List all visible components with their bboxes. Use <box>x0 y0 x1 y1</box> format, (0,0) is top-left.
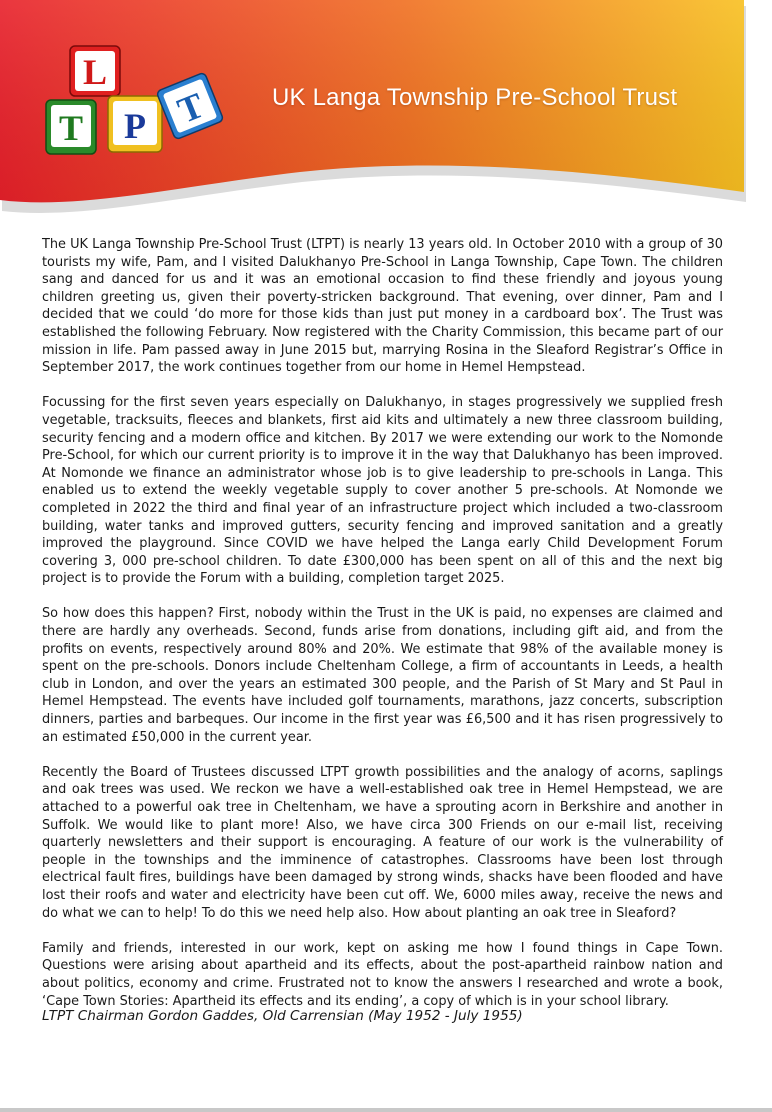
article-body <box>42 236 723 1028</box>
signature: LTPT Chairman Gordon Gaddes, Old Carrensian (May 1952 - July 1955) <box>42 1008 523 1024</box>
logo-letter-p: P <box>124 106 146 146</box>
paragraph: Recently the Board of Trustees discussed LTPT growth possibilities and the analogy of acorns, saplings and oak trees was used. We reckon we have a well-established oak tree in Hemel Hempstead, we are attached to a powerful oak tree in Cheltenham, we have a sprouting acorn in Berkshire and another in Suffolk. We would like to plant more! Also, we have circa 300 Friends on our e-mail list, receiving quarterly newsletters and their support is encouraging. A feature of our work is the vulnerability of people in the townships and the imminence of catastrophes. Classrooms have been lost through electrical fault fires, buildings have been damaged by strong winds, shacks have been flooded and have lost their roofs and water and electricity have been cut off. We, 6000 miles away, receive the news and do what we can to help! To do this we need help also. How about planting an oak tree in Sleaford? <box>42 764 723 921</box>
footer-divider <box>0 1108 772 1112</box>
logo-cube-l <box>70 46 120 96</box>
paragraph: So how does this happen? First, nobody within the Trust in the UK is paid, no expenses are claimed and there are hardly any overheads. Second, funds arise from donations, including gift aid, and from the profits on events, respectively around 80% and 20%. We estimate that 98% of the available money is spent on the pre-schools. Donors include Cheltenham College, a firm of accountants in Leeds, a health club in London, and over the years an estimated 300 people, and the Parish of St Mary and St Paul in Hemel Hempstead. The events have included golf tournaments, marathons, jazz concerts, subscription dinners, parties and barbeques. Our income in the first year was £6,500 and it has risen progressively to an estimated £50,000 in the current year. <box>42 606 723 745</box>
logo-cube-p <box>108 96 162 152</box>
paragraph: The UK Langa Township Pre-School Trust (LTPT) is nearly 13 years old. In October 2010 with a group of 30 tourists my wife, Pam, and I visited Dalukhanyo Pre-School in Langa Township, Cape Town. The children sang and danced for us and it was an emotional occasion to find these friendly and joyous young children greeting us, given their poverty-stricken background. That evening, over dinner, Pam and I decided that we could ‘do more for those kids than just put money in a cardboard box’. The Trust was established the following February. Now registered with the Charity Commission, this became part of our mission in life. Pam passed away in June 2015 but, marrying Rosina in the Sleaford Registrar’s Office in September 2017, the work continues together from our home in Hemel Hempstead. <box>42 237 723 376</box>
logo-letter-t1: T <box>58 108 84 148</box>
logo-cube-t1 <box>46 100 96 154</box>
banner-graphic <box>0 0 772 225</box>
paragraph: Family and friends, interested in our work, kept on asking me how I found things in Cape Town. Questions were arising about apartheid and its effects, about the post-apartheid rainbow nation and about politics, economy and crime. Frustrated not to know the answers I researched and wrote a book, ‘Cape Town Stories: Apartheid its effects and its ending’, a copy of which is in your school library. <box>42 940 723 1009</box>
header-banner <box>0 0 772 225</box>
page-title: UK Langa Township Pre-School Trust <box>272 84 678 111</box>
paragraph: Focussing for the first seven years especially on Dalukhanyo, in stages progressively we supplied fresh vegetable, tracksuits, fleeces and blankets, first aid kits and ultimately a new three classroom building, security fencing and a modern office and kitchen. By 2017 we were extending our work to the Nomonde Pre-School, for which our current priority is to improve it in the way that Dalukhanyo has been improved. At Nomonde we finance an administrator whose job is to give leadership to pre-schools in Langa. This enabled us to extend the weekly vegetable supply to cover another 5 pre-schools. At Nomonde we completed in 2022 the third and final year of an infrastructure project which included a two-classroom building, water tanks and improved gutters, security fencing and improved sanitation and a greatly improved the playground. Since COVID we have helped the Langa early Child Development Forum covering 3, 000 pre-school children. To date £300,000 has been spent on all of this and the next big project is to provide the Forum with a building, completion target 2025. <box>42 395 723 587</box>
logo-letter-t2: T <box>172 84 210 131</box>
logo-letter-l: L <box>82 52 108 92</box>
